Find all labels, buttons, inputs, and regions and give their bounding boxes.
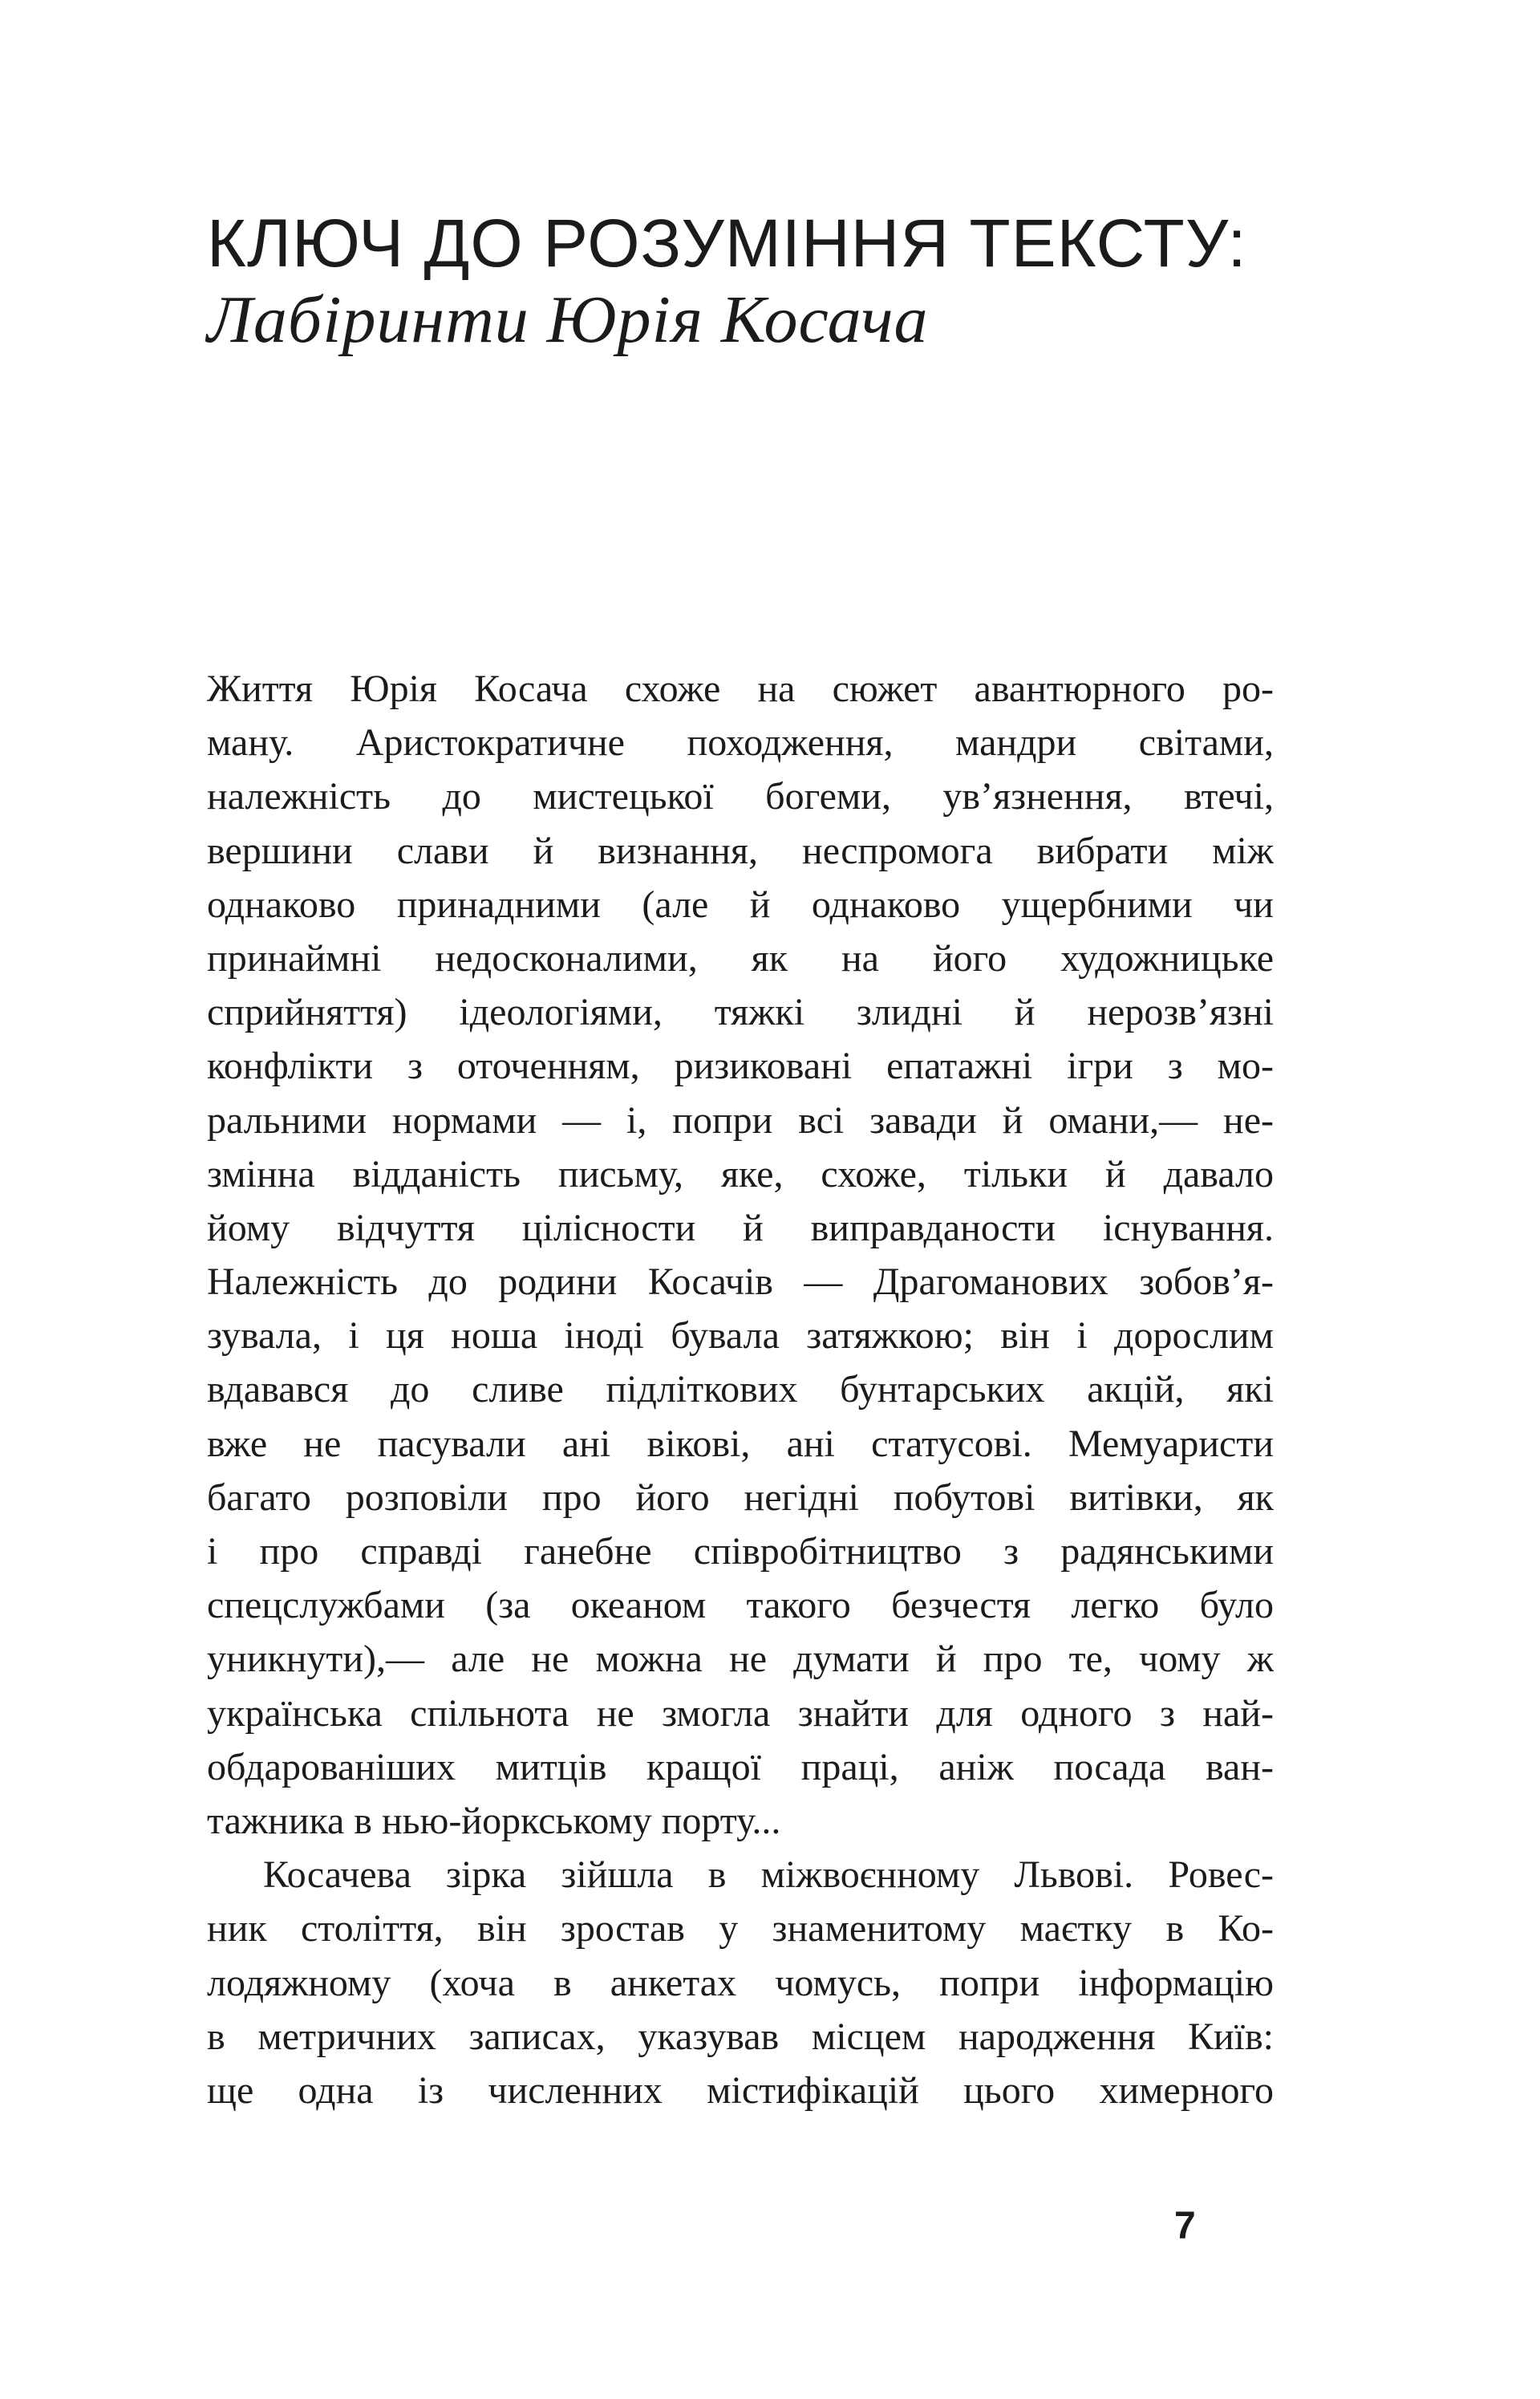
text-line: ральними нормами — і, попри всі завади й омани,— не- [207, 1098, 1274, 1142]
text-line: належність до мистецької богеми, ув’язнення, втечі, [207, 775, 1274, 818]
text-line: йому відчуття цілісности й виправданости існування. [207, 1206, 1274, 1249]
chapter-subtitle: Лабіринти Юрія Косача [207, 282, 929, 357]
text-line: і про справді ганебне співробітництво з радянськими [207, 1530, 1274, 1573]
text-line: українська спільнота не змогла знайти для одного з най- [207, 1691, 1274, 1735]
body-text [207, 662, 1274, 2117]
text-line: в метричних записах, указував місцем народження Київ: [207, 2015, 1274, 2058]
text-line: Косачева зірка зійшла в міжвоєнному Львові. Ровес- [263, 1853, 1274, 1897]
text-line: ник століття, він зростав у знаменитому маєтку в Ко- [207, 1907, 1274, 1950]
text-line: змінна відданість письму, яке, схоже, тільки й давало [207, 1152, 1274, 1195]
text-line: спецслужбами (за океаном такого безчестя легко було [207, 1584, 1274, 1627]
chapter-title: КЛЮЧ ДО РОЗУМІННЯ ТЕКСТУ: [207, 205, 1247, 281]
text-line: принаймні недосконалими, як на його художницьке [207, 936, 1274, 980]
text-line: вершини слави й визнання, неспромога вибрати між [207, 829, 1274, 872]
text-line: вже не пасували ані вікові, ані статусові. Мемуаристи [207, 1422, 1274, 1465]
text-line: ще одна із численних містифікацій цього химерного [207, 2068, 1274, 2112]
text-line: ману. Аристократичне походження, мандри світами, [207, 721, 1274, 765]
text-line: лодяжному (хоча в анкетах чомусь, попри інформацію [207, 1961, 1274, 2004]
text-line: зувала, і ця ноша іноді бувала затяжкою; він і дорослим [207, 1314, 1274, 1358]
text-line: конфлікти з оточенням, ризиковані епатажні ігри з мо- [207, 1045, 1274, 1088]
text-line: сприйняття) ідеологіями, тяжкі злидні й нерозв’язні [207, 991, 1274, 1034]
text-line: однаково принадними (але й однаково ущербними чи [207, 883, 1274, 926]
text-line: Належність до родини Косачів — Драгоманових зобов’я- [207, 1260, 1274, 1304]
text-line: Життя Юрія Косача схоже на сюжет авантюрного ро- [207, 668, 1274, 710]
text-line: тажника в нью-йоркському порту... [207, 1799, 781, 1842]
chapter-heading [207, 205, 1346, 359]
text-line: обдарованіших митців кращої праці, аніж посада ван- [207, 1745, 1274, 1788]
page-number: 7 [1174, 2205, 1196, 2247]
text-line: багато розповіли про його негідні побутові витівки, як [207, 1476, 1274, 1519]
text-line: уникнути),— але не можна не думати й про те, чому ж [207, 1638, 1274, 1681]
text-line: вдавався до сливе підліткових бунтарських акцій, які [207, 1368, 1274, 1411]
